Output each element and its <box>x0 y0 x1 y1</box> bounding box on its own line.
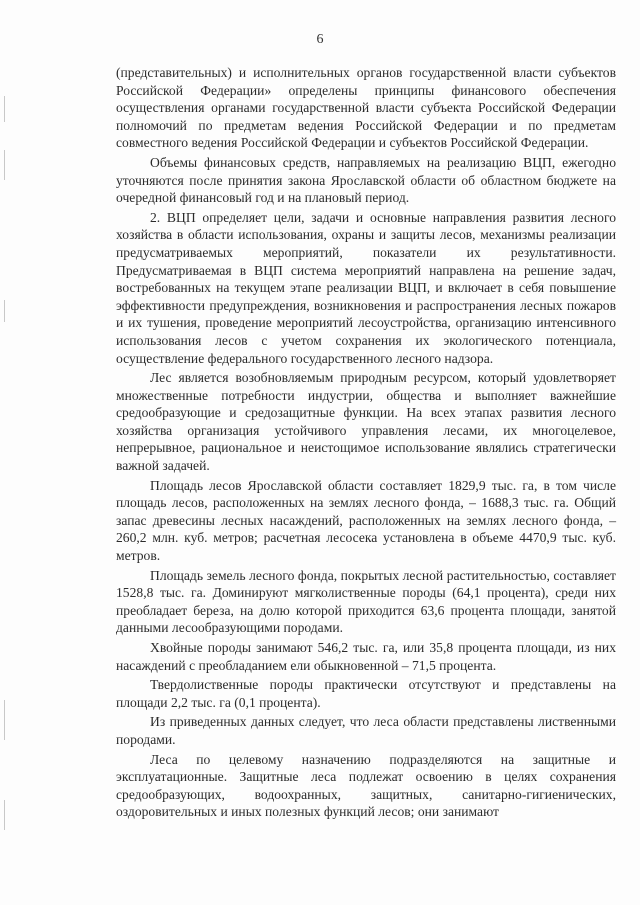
paragraph-forest-area: Площадь лесов Ярославской области составляет 1829,9 тыс. га, в том числе площадь лесов, расположенных на землях лесного фонда, – 1688,3 тыс. га. Общий запас древесины лесных насаждений, расположенных на землях лесного фонда, – 260,2 млн. куб. метров; расчетная лесосека установлена в объеме 4470,9 тыс. куб. метров. <box>116 477 616 564</box>
paragraph-forest-cover: Площадь земель лесного фонда, покрытых лесной растительностью, составляет 1528,8 тыс. га. Доминируют мягколиственные породы (64,1 процента), среди них преобладает береза, на долю которой приходится 63,6 процента площади, занятой данными лесообразующими породами. <box>116 567 616 636</box>
paragraph-funding: Объемы финансовых средств, направляемых на реализацию ВЦП, ежегодно уточняются после принятия закона Ярославской области об областном бюджете на очередной финансовый год и на плановый период. <box>116 154 616 206</box>
binding-mark <box>4 150 5 180</box>
binding-mark <box>4 800 5 830</box>
paragraph-purpose: Леса по целевому назначению подразделяются на защитные и эксплуатационные. Защитные леса подлежат освоению в целях сохранения средообразующих, водоохранных, защитных, санитарно-гигиенических, оздоровительных и иных полезных функций лесов; они занимают <box>116 751 616 820</box>
paragraph-vcp-goals: 2. ВЦП определяет цели, задачи и основные направления развития лесного хозяйства в области использования, охраны и защиты лесов, механизмы реализации предусматриваемых мероприятий, показатели их результативности. Предусматриваемая в ВЦП система мероприятий направлена на решение задач, востребованных на текущем этапе реализации ВЦП, и включает в себя повышение эффективности предупреждения, возникновения и распространения лесных пожаров и их тушения, проведение мероприятий лесоустройства, организацию интенсивного использования лесов с учетом сохранения их экологического потенциала, осуществление федерального государственного лесного надзора. <box>116 209 616 366</box>
paragraph-forest-resource: Лес является возобновляемым природным ресурсом, который удовлетворяет множественные потребности индустрии, общества и выполняет важнейшие средообразующие и средозащитные функции. На всех этапах развития лесного хозяйства организация устойчивого управления лесами, их многоцелевое, непрерывное, рациональное и неистощимое использование являлись стратегически важной задачей. <box>116 370 616 474</box>
page-number: 6 <box>316 32 324 47</box>
paragraph-continuation: (представительных) и исполнительных органов государственной власти субъектов Российской Федерации» определены принципы финансового обеспечения осуществления органами государственной власти субъекта Российской Федерации полномочий по предметам ведения Российской Федерации и по предметам совместного ведения Российской Федерации и субъектов Российской Федерации. <box>116 65 616 151</box>
binding-mark <box>4 700 5 740</box>
binding-edge-marks <box>4 0 8 905</box>
binding-mark <box>4 96 5 122</box>
paragraph-hardwoods: Твердолиственные породы практически отсутствуют и представлены на площади 2,2 тыс. га (0,1 процента). <box>116 677 616 710</box>
document-body <box>116 64 616 821</box>
paragraph-conifers: Хвойные породы занимают 546,2 тыс. га, или 35,8 процента площади, из них насаждений с преобладанием ели обыкновенной – 71,5 процента. <box>116 640 616 673</box>
binding-mark <box>4 300 5 322</box>
paragraph-conclusion: Из приведенных данных следует, что леса области представлены лиственными породами. <box>116 714 616 747</box>
